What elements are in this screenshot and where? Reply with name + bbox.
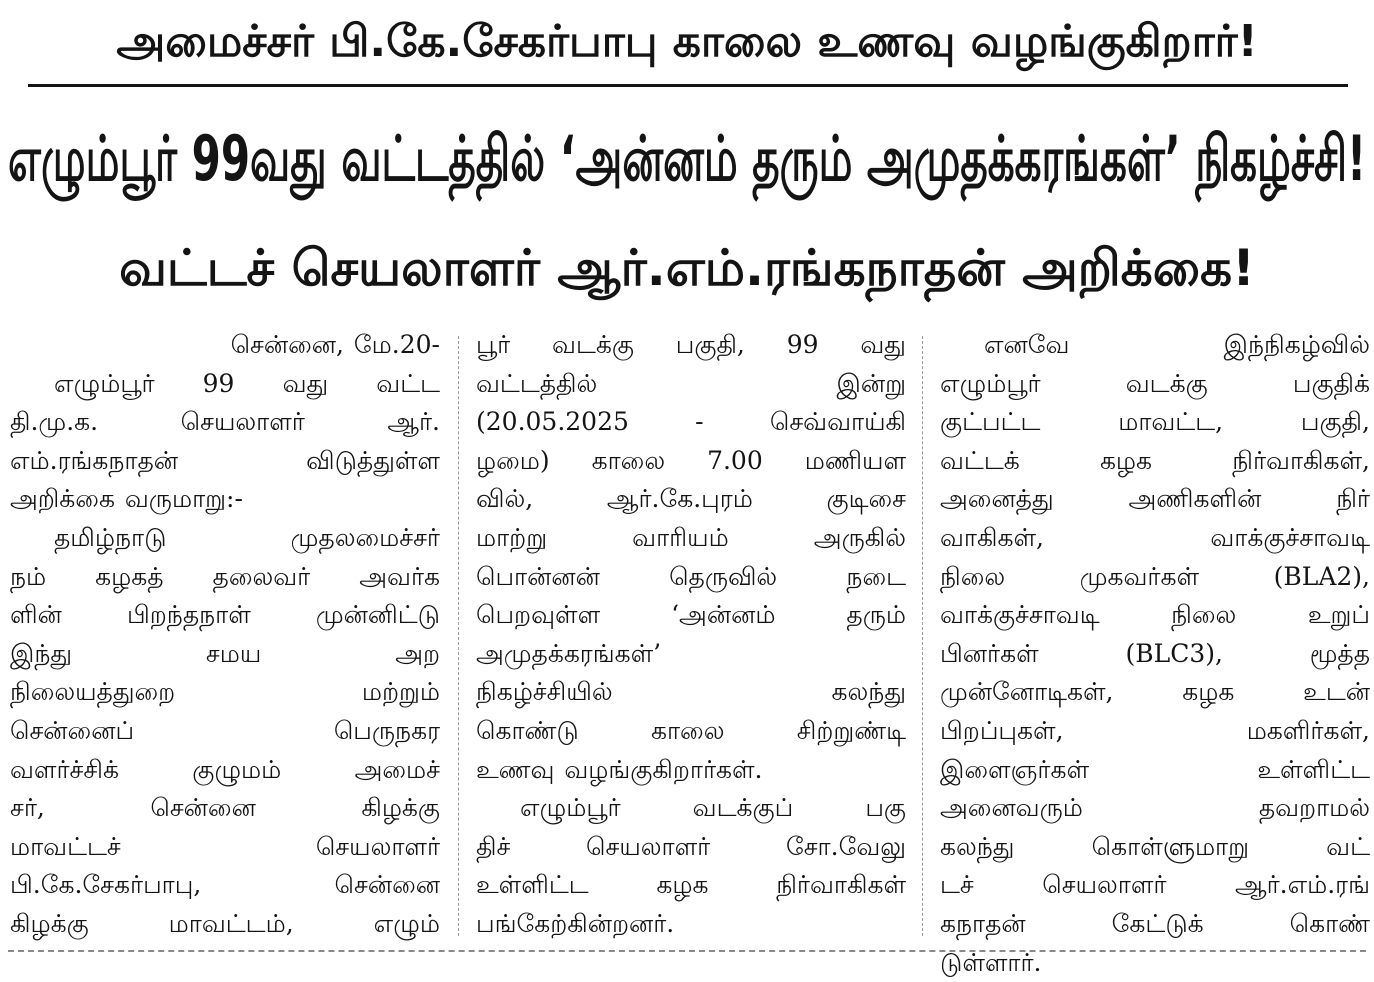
body-line: பிறப்புகள், மகளிர்கள், <box>940 712 1370 751</box>
body-line: டுள்ளார். <box>940 944 1370 982</box>
column-divider <box>458 336 460 936</box>
article-column-2 <box>476 326 906 944</box>
body-line: சென்னைப் பெருநகர <box>10 712 440 751</box>
body-line: பி.கே.சேகர்பாபு, சென்னை <box>10 866 440 905</box>
body-line: வாகிகள், வாக்குச்சாவடி <box>940 519 1370 558</box>
main-headline: எழும்பூர் 99வது வட்டத்தில் ‘அன்னம் தரும் அமுதக்கரங்கள்’ நிகழ்ச்சி! <box>8 108 928 218</box>
body-line: நம் கழகத் தலைவர் அவர்க <box>10 558 440 597</box>
body-line: முன்னோடிகள், கழக உடன் <box>940 673 1370 712</box>
body-line: எழும்பூர் வடக்குப் பகு <box>476 789 906 828</box>
body-line: ழமை) காலை 7.00 மணியள <box>476 442 906 481</box>
body-line: நிலை முகவர்கள் (BLA2), <box>940 558 1370 597</box>
body-line: அமுதக்கரங்கள்’ <box>476 635 906 674</box>
kicker-headline: அமைச்சர் பி.கே.சேகர்பாபு காலை உணவு வழங்குகிறார்! <box>20 4 1354 84</box>
article-body <box>0 326 1374 946</box>
body-line: நிகழ்ச்சியில் கலந்து <box>476 673 906 712</box>
body-line: கநாதன் கேட்டுக் கொண் <box>940 905 1370 944</box>
body-line: எம்.ரங்கநாதன் விடுத்துள்ள <box>10 442 440 481</box>
body-line: உணவு வழங்குகிறார்கள். <box>476 751 906 790</box>
body-line: ளின் பிறந்தநாள் முன்னிட்டு <box>10 596 440 635</box>
sub-headline: வட்டச் செயலாளர் ஆர்.எம்.ரங்கநாதன் அறிக்கை! <box>12 232 1362 310</box>
body-line: கிழக்கு மாவட்டம், எழும் <box>10 905 440 944</box>
column-divider <box>922 336 924 936</box>
body-line: பெறவுள்ள ‘அன்னம் தரும் <box>476 596 906 635</box>
body-line: (20.05.2025 - செவ்வாய்கி <box>476 403 906 442</box>
body-line: எனவே இந்நிகழ்வில் <box>940 326 1370 365</box>
body-line: வட்டத்தில் இன்று <box>476 365 906 404</box>
body-line: வில், ஆர்.கே.புரம் குடிசை <box>476 480 906 519</box>
body-line: பொன்னன் தெருவில் நடை <box>476 558 906 597</box>
body-line: எழும்பூர் வடக்கு பகுதிக் <box>940 365 1370 404</box>
body-line: உள்ளிட்ட கழக நிர்வாகிகள் <box>476 866 906 905</box>
body-line: கொண்டு காலை சிற்றுண்டி <box>476 712 906 751</box>
kicker-underline <box>28 84 1348 87</box>
body-line: கலந்து கொள்ளுமாறு வட் <box>940 828 1370 867</box>
body-line: தி.மு.க. செயலாளர் ஆர். <box>10 403 440 442</box>
body-line: இந்து சமய அற <box>10 635 440 674</box>
body-line: குட்பட்ட மாவட்ட, பகுதி, <box>940 403 1370 442</box>
body-line: மாற்று வாரியம் அருகில் <box>476 519 906 558</box>
body-line: எழும்பூர் 99 வது வட்ட <box>10 365 440 404</box>
body-line: அறிக்கை வருமாறு:- <box>10 480 440 519</box>
dateline: சென்னை, மே.20- <box>10 326 440 365</box>
body-line: தமிழ்நாடு முதலமைச்சர் <box>10 519 440 558</box>
body-line: டச் செயலாளர் ஆர்.எம்.ரங் <box>940 866 1370 905</box>
body-line: பினர்கள் (BLC3), மூத்த <box>940 635 1370 674</box>
body-line: பங்கேற்கின்றனர். <box>476 905 906 944</box>
body-line: திச் செயலாளர் சோ.வேலு <box>476 828 906 867</box>
body-line: இளைஞர்கள் உள்ளிட்ட <box>940 751 1370 790</box>
body-line: நிலையத்துறை மற்றும் <box>10 673 440 712</box>
article-column-3 <box>940 326 1370 982</box>
body-line: வளர்ச்சிக் குழுமம் அமைச் <box>10 751 440 790</box>
body-line: வட்டக் கழக நிர்வாகிகள், <box>940 442 1370 481</box>
body-line: பூர் வடக்கு பகுதி, 99 வது <box>476 326 906 365</box>
bottom-divider <box>8 950 1366 952</box>
article-column-1 <box>10 326 440 944</box>
body-line: அனைத்து அணிகளின் நிர் <box>940 480 1370 519</box>
body-line: மாவட்டச் செயலாளர் <box>10 828 440 867</box>
body-line: வாக்குச்சாவடி நிலை உறுப் <box>940 596 1370 635</box>
body-line: அனைவரும் தவறாமல் <box>940 789 1370 828</box>
body-line: சர், சென்னை கிழக்கு <box>10 789 440 828</box>
